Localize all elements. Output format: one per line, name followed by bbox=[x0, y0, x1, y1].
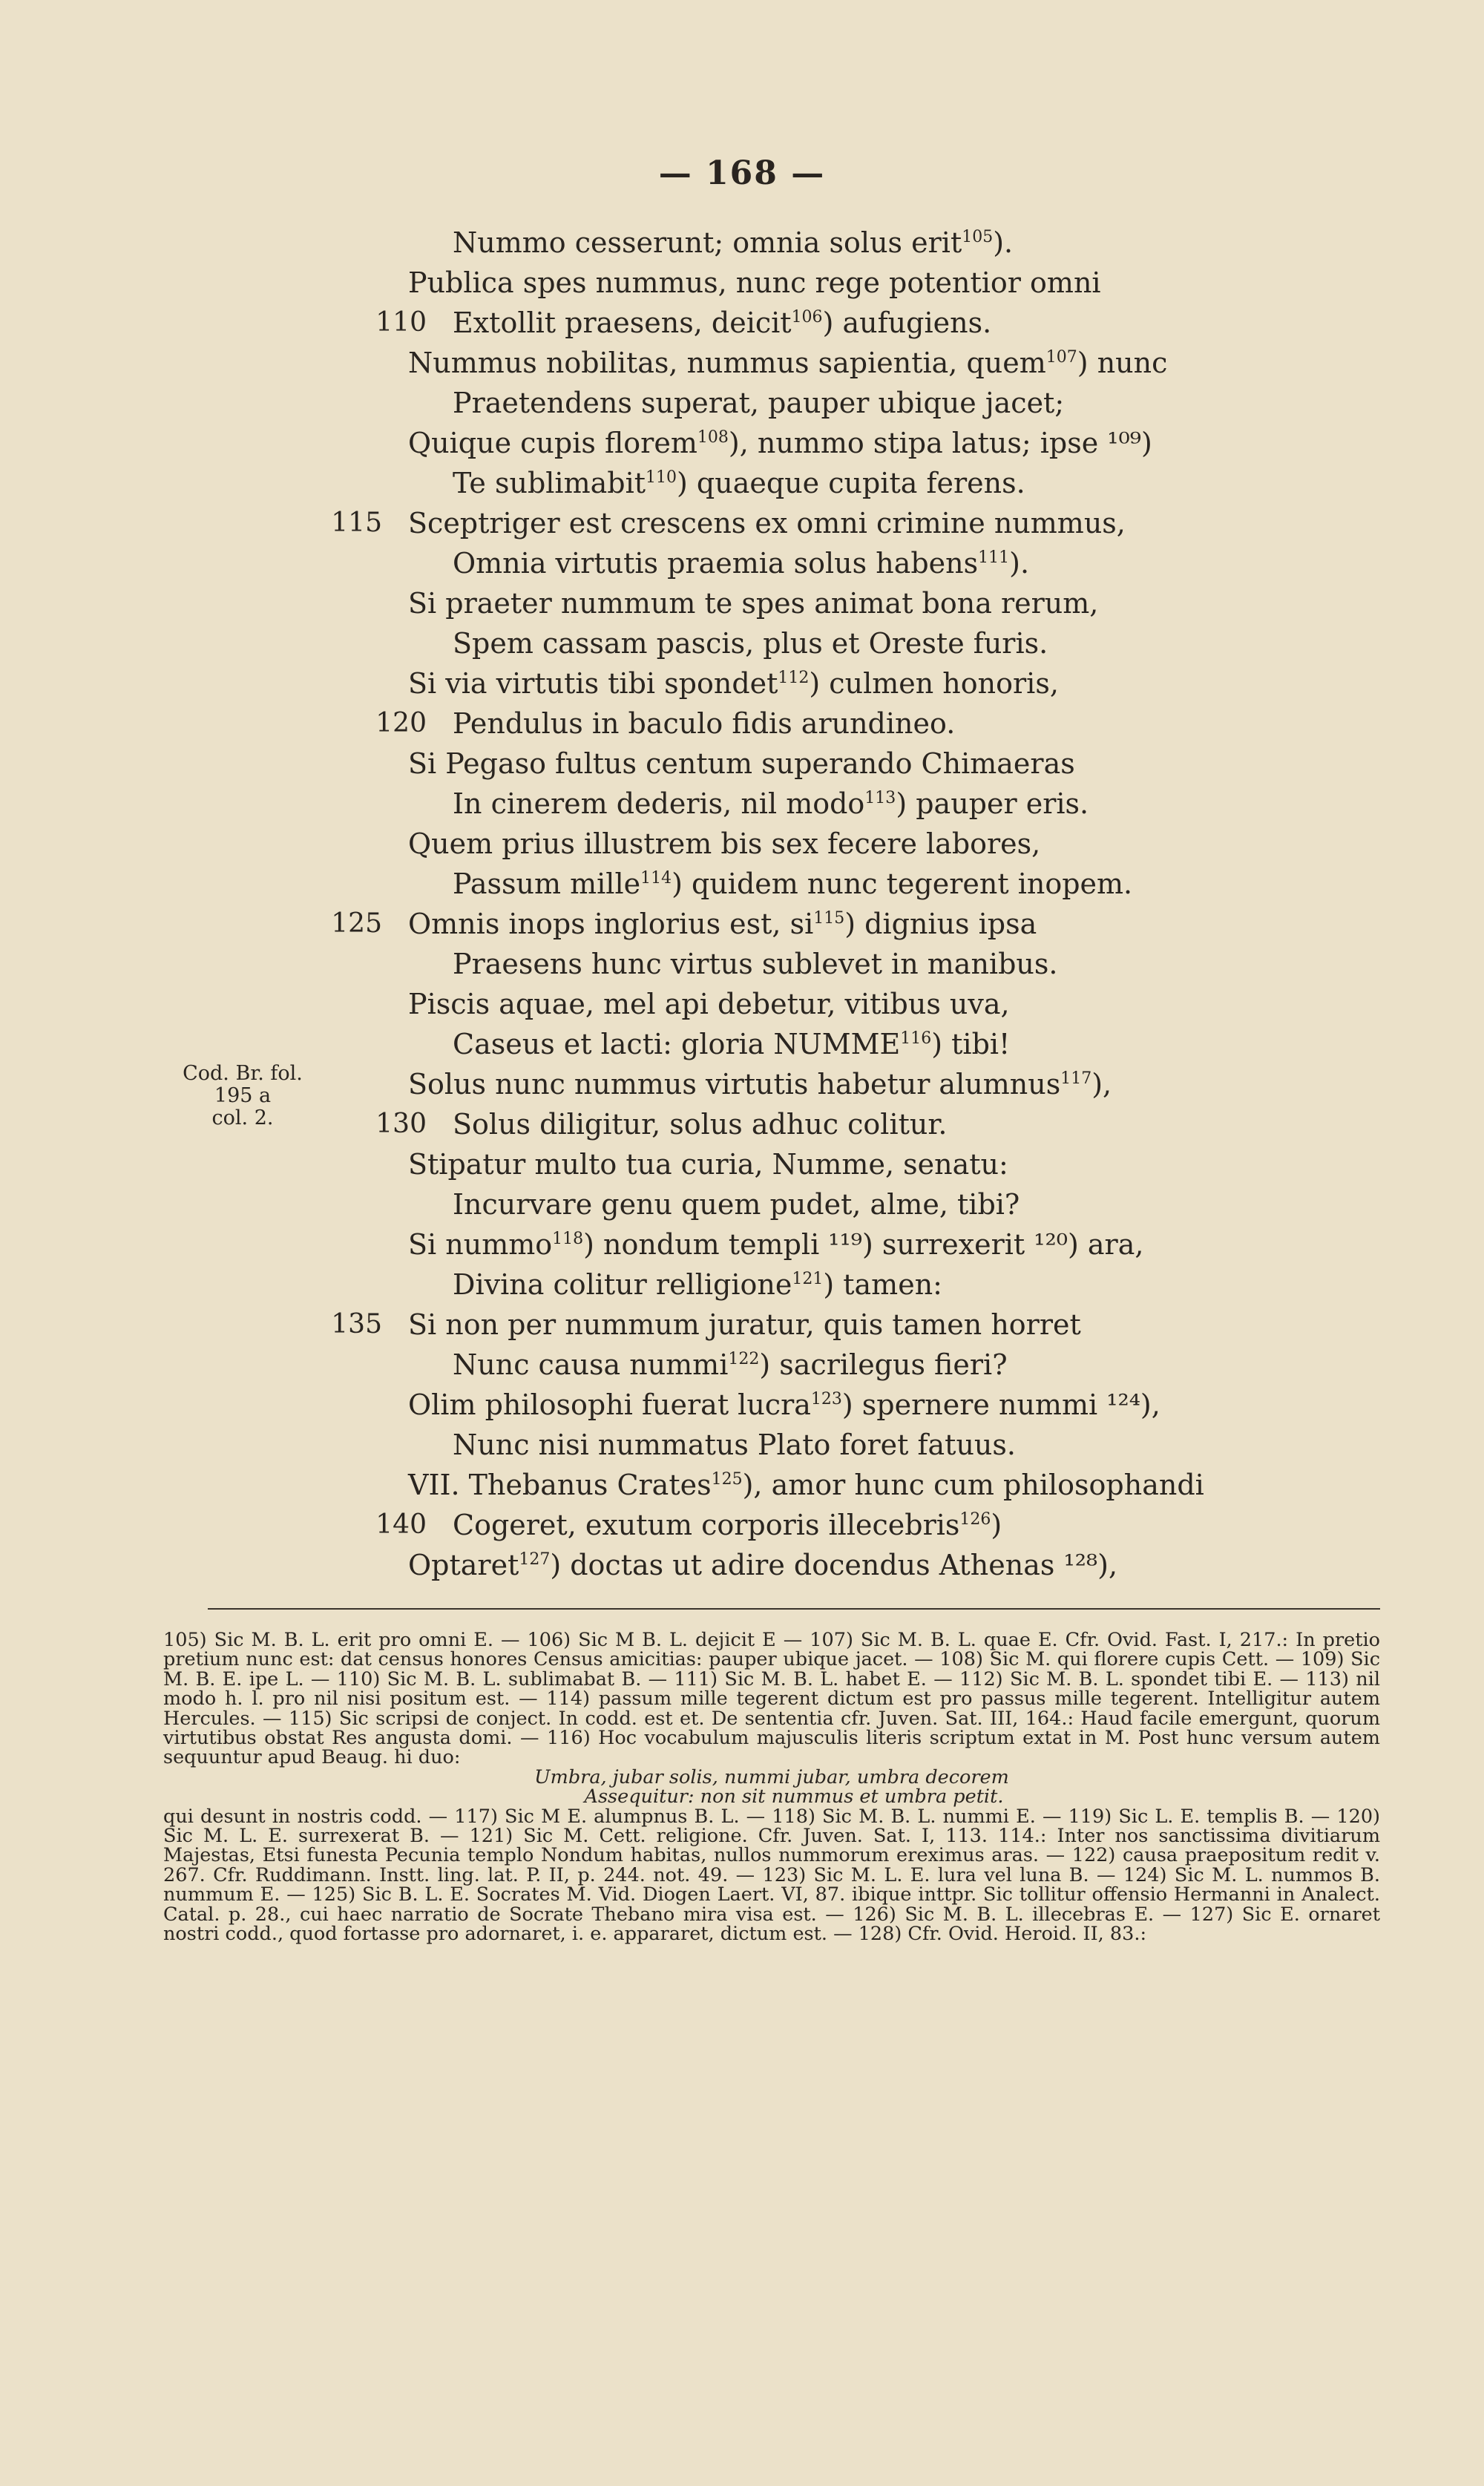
verse-line bbox=[408, 583, 1098, 623]
verse-line bbox=[453, 543, 1029, 583]
footnote-marker: 107 bbox=[1045, 348, 1077, 367]
verse-line bbox=[408, 423, 1152, 463]
verse-text: Incurvare genu quem pudet, alme, tibi? bbox=[453, 1188, 1020, 1221]
footnote-marker: 111 bbox=[978, 548, 1010, 567]
verse-text: Omnis inops inglorius est, si bbox=[408, 908, 814, 940]
footnote-paragraph: qui desunt in nostris codd. — 117) Sic M E. alumpnus B. L. — 118) Sic M. B. L. nummi E. — 119) Sic L. E. templis B. — 120) Sic M. L. E. surrexerat B. — 121) Sic M. Cett. religione. Cfr. Juven. Sat. I, 113. 114.: Inter nos sanctissima divitiarum Majestas, Etsi funesta Pecunia templo Nondum habitas, nullos nummorum ereximus aras. — 122) causa praepositum redit v. 267. Cfr. Ruddimann. Instt. ling. lat. P. II, p. 244. not. 49. — 123) Sic M. L. E. lura vel luna B. — 124) Sic M. L. nummos B. nummum E. — 125) Sic B. L. E. Socrates M. Vid. Diogen Laert. VI, 87. ibique inttpr. Sic tollitur offensio Hermanni in Analect. Catal. p. 28., cui haec narratio de Socrate Thebano mira visa est. — 126) Sic M. B. L. illecebras E. — 127) Sic E. ornaret nostri codd., quod fortasse pro adornaret, i. e. appararet, dictum est. — 128) Cfr. Ovid. Heroid. II, 83.: bbox=[163, 1805, 1380, 1946]
verse-text: Si praeter nummum te spes animat bona rerum, bbox=[408, 587, 1099, 620]
verse-line bbox=[408, 824, 1040, 864]
verse-text: Spem cassam pascis, plus et Oreste furis. bbox=[453, 627, 1048, 660]
verse-text: Quique cupis florem bbox=[408, 427, 697, 459]
line-number: 115 bbox=[331, 508, 382, 538]
verse-text: Quem prius illustrem bis sex fecere labores, bbox=[408, 827, 1041, 860]
verse-line bbox=[453, 223, 1013, 263]
verse-line bbox=[453, 1024, 1010, 1064]
verse-line bbox=[453, 1345, 1008, 1385]
verse-line bbox=[331, 503, 1126, 543]
verse-line bbox=[408, 1465, 1204, 1505]
verse-line bbox=[453, 383, 1064, 423]
verse-text-tail: ) quaeque cupita ferens. bbox=[677, 467, 1025, 499]
verse-text: Piscis aquae, mel api debetur, vitibus uva, bbox=[408, 988, 1010, 1020]
verse-text-tail: ) spernere nummi ¹²⁴), bbox=[841, 1388, 1160, 1421]
verse-line bbox=[453, 944, 1057, 984]
margin-note-line1: Cod. Br. fol. 195 a bbox=[183, 1062, 303, 1107]
verse-text-tail: ), nummo stipa latus; ipse ¹⁰⁹) bbox=[728, 427, 1152, 459]
footnote-marker: 115 bbox=[813, 909, 845, 928]
verse-line bbox=[331, 1305, 1081, 1345]
verse-text-tail: ), bbox=[1091, 1068, 1112, 1101]
footnote-marker: 105 bbox=[962, 228, 994, 246]
verse-line bbox=[453, 784, 1089, 824]
verse-line bbox=[408, 1144, 1008, 1184]
line-number: 110 bbox=[375, 307, 427, 338]
verse-line bbox=[408, 663, 1059, 704]
footnote-marker: 121 bbox=[792, 1270, 824, 1288]
verse-text: Passum mille bbox=[453, 868, 641, 900]
verse-text: Extollit praesens, deicit bbox=[453, 306, 792, 339]
verse-line bbox=[453, 1184, 1020, 1224]
footnote-marker: 118 bbox=[552, 1230, 584, 1248]
footnote-marker: 125 bbox=[711, 1470, 743, 1489]
footnote-marker: 122 bbox=[728, 1350, 760, 1368]
verse-text-tail: ) dignius ipsa bbox=[844, 908, 1037, 940]
footnote-verse: Umbra, jubar solis, nummi jubar, umbra decorem bbox=[534, 1765, 1009, 1788]
verse-line bbox=[408, 1385, 1160, 1425]
verse-text: Praesens hunc virtus sublevet in manibus. bbox=[453, 948, 1058, 980]
verse-text: Omnia virtutis praemia solus habens bbox=[453, 547, 979, 580]
page-number: — 168 — bbox=[658, 154, 826, 192]
verse-text-tail: ) pauper eris. bbox=[896, 787, 1089, 820]
footnote-marker: 116 bbox=[900, 1029, 932, 1048]
verse-text: Nummo cesserunt; omnia solus erit bbox=[453, 226, 962, 259]
verse-text: Nunc nisi nummatus Plato foret fatuus. bbox=[453, 1429, 1016, 1461]
verse-text-tail: ). bbox=[1009, 547, 1030, 580]
verse-line bbox=[408, 1545, 1117, 1585]
verse-text: Stipatur multo tua curia, Numme, senatu: bbox=[408, 1148, 1008, 1181]
footnote-marker: 127 bbox=[519, 1550, 551, 1569]
verse-text-tail: ) culmen honoris, bbox=[809, 667, 1059, 700]
verse-text: Te sublimabit bbox=[453, 467, 646, 499]
verse-text: Caseus et lacti: gloria NUMME bbox=[453, 1028, 901, 1060]
footnote-marker: 108 bbox=[697, 428, 729, 447]
line-number: 135 bbox=[331, 1309, 382, 1339]
footnote-marker: 110 bbox=[646, 468, 677, 487]
verse-line bbox=[408, 1064, 1112, 1104]
line-number: 125 bbox=[331, 908, 382, 939]
verse-text: In cinerem dederis, nil modo bbox=[453, 787, 865, 820]
verse-text: Solus diligitur, solus adhuc colitur. bbox=[453, 1108, 948, 1141]
verse-text: Si Pegaso fultus centum superando Chimaeras bbox=[408, 747, 1075, 780]
verse-text: Optaret bbox=[408, 1549, 519, 1581]
footnote-verse: Assequitur: non sit nummus et umbra petit. bbox=[584, 1785, 1004, 1808]
verse-text-tail: ) tamen: bbox=[823, 1268, 942, 1301]
line-number: 130 bbox=[375, 1109, 427, 1139]
verse-text: Publica spes nummus, nunc rege potentior omni bbox=[408, 266, 1101, 299]
verse-line bbox=[453, 1425, 1016, 1465]
verse-line bbox=[453, 623, 1048, 663]
verse-text: Praetendens superat, pauper ubique jacet; bbox=[453, 387, 1065, 419]
verse-text-tail: ) sacrilegus fieri? bbox=[759, 1348, 1008, 1381]
verse-text: Si via virtutis tibi spondet bbox=[408, 667, 778, 700]
footnotes bbox=[163, 1630, 1380, 1944]
verse-text: Pendulus in baculo fidis arundineo. bbox=[453, 707, 956, 740]
verse-line bbox=[408, 1224, 1143, 1265]
footnote-marker: 106 bbox=[791, 308, 823, 327]
verse-text-tail: ) tibi! bbox=[931, 1028, 1011, 1060]
verse-line bbox=[375, 1104, 948, 1144]
verse-line bbox=[331, 904, 1037, 944]
footnote-paragraph: 105) Sic M. B. L. erit pro omni E. — 106) Sic M B. L. dejicit E — 107) Sic M. B. L. quae E. Cfr. Ovid. Fast. I, 217.: In pretio pretium nunc est: dat census honores Census amicitias: pauper ubique jacet. — 108) Sic M. qui florere cupis Cett. — 109) Sic M. B. E. ipe L. — 110) Sic M. B. L. sublimabat B. — 111) Sic M. B. L. habet E. — 112) Sic M. B. L. spondet tibi E. — 113) nil modo h. l. pro nil nisi positum est. — 114) passum mille tegerent dictum est pro passus mille tegerent. Intelligitur autem Hercules. — 115) Sic scripsi de conject. In codd. est et. De sententia cfr. Juven. Sat. III, 164.: Haud facile emergunt, quorum virtutibus obstat Res angusta domi. — 116) Hoc vocabulum majusculis literis scriptum extat in M. Post hunc versum autem sequuntur apud Beaug. hi duo: bbox=[163, 1629, 1380, 1769]
verse-line bbox=[375, 1505, 1002, 1545]
verse-line bbox=[408, 984, 1010, 1024]
line-number: 140 bbox=[375, 1509, 427, 1540]
verse-text: Si non per nummum juratur, quis tamen horret bbox=[408, 1308, 1081, 1341]
verse-text: Olim philosophi fuerat lucra bbox=[408, 1388, 811, 1421]
verse-line bbox=[375, 303, 992, 343]
footnote-marker: 123 bbox=[810, 1390, 842, 1408]
verse-line bbox=[453, 463, 1025, 503]
margin-note-line2: col. 2. bbox=[211, 1106, 274, 1129]
verse-line bbox=[375, 704, 956, 744]
verse-line bbox=[408, 744, 1075, 784]
verse-text-tail: ) nunc bbox=[1077, 347, 1168, 379]
footnote-marker: 126 bbox=[959, 1510, 991, 1529]
verse-text-tail: ) quidem nunc tegerent inopem. bbox=[672, 868, 1133, 900]
verse-text-tail: ). bbox=[993, 226, 1014, 259]
verse-line bbox=[453, 864, 1132, 904]
verse-text: Sceptriger est crescens ex omni crimine nummus, bbox=[408, 507, 1126, 539]
verse-text: Divina colitur relligione bbox=[453, 1268, 792, 1301]
footnote-marker: 114 bbox=[640, 869, 672, 888]
verse-text: Nunc causa nummi bbox=[453, 1348, 729, 1381]
verse-line bbox=[408, 263, 1101, 303]
verse-line bbox=[453, 1265, 942, 1305]
footnote-marker: 117 bbox=[1060, 1069, 1092, 1088]
verse-text: VII. Thebanus Crates bbox=[408, 1469, 712, 1501]
verse-line bbox=[408, 343, 1167, 383]
verse-text-tail: ) bbox=[991, 1509, 1002, 1541]
verse-text-tail: ) aufugiens. bbox=[822, 306, 992, 339]
verse-text: Nummus nobilitas, nummus sapientia, quem bbox=[408, 347, 1046, 379]
verse-text-tail: ) doctas ut adire docendus Athenas ¹²⁸), bbox=[550, 1549, 1118, 1581]
footnote-marker: 113 bbox=[864, 789, 896, 807]
verse-text-tail: ) nondum templi ¹¹⁹) surrexerit ¹²⁰) ara, bbox=[583, 1228, 1144, 1261]
verse-text: Cogeret, exutum corporis illecebris bbox=[453, 1509, 960, 1541]
line-number: 120 bbox=[375, 708, 427, 738]
verse-text-tail: ), amor hunc cum philosophandi bbox=[742, 1469, 1204, 1501]
verse-text: Solus nunc nummus virtutis habetur alumnus bbox=[408, 1068, 1061, 1101]
verse-text: Si nummo bbox=[408, 1228, 553, 1261]
footnote-marker: 112 bbox=[778, 669, 810, 687]
footnote-rule bbox=[208, 1608, 1380, 1610]
margin-note bbox=[165, 1063, 321, 1129]
